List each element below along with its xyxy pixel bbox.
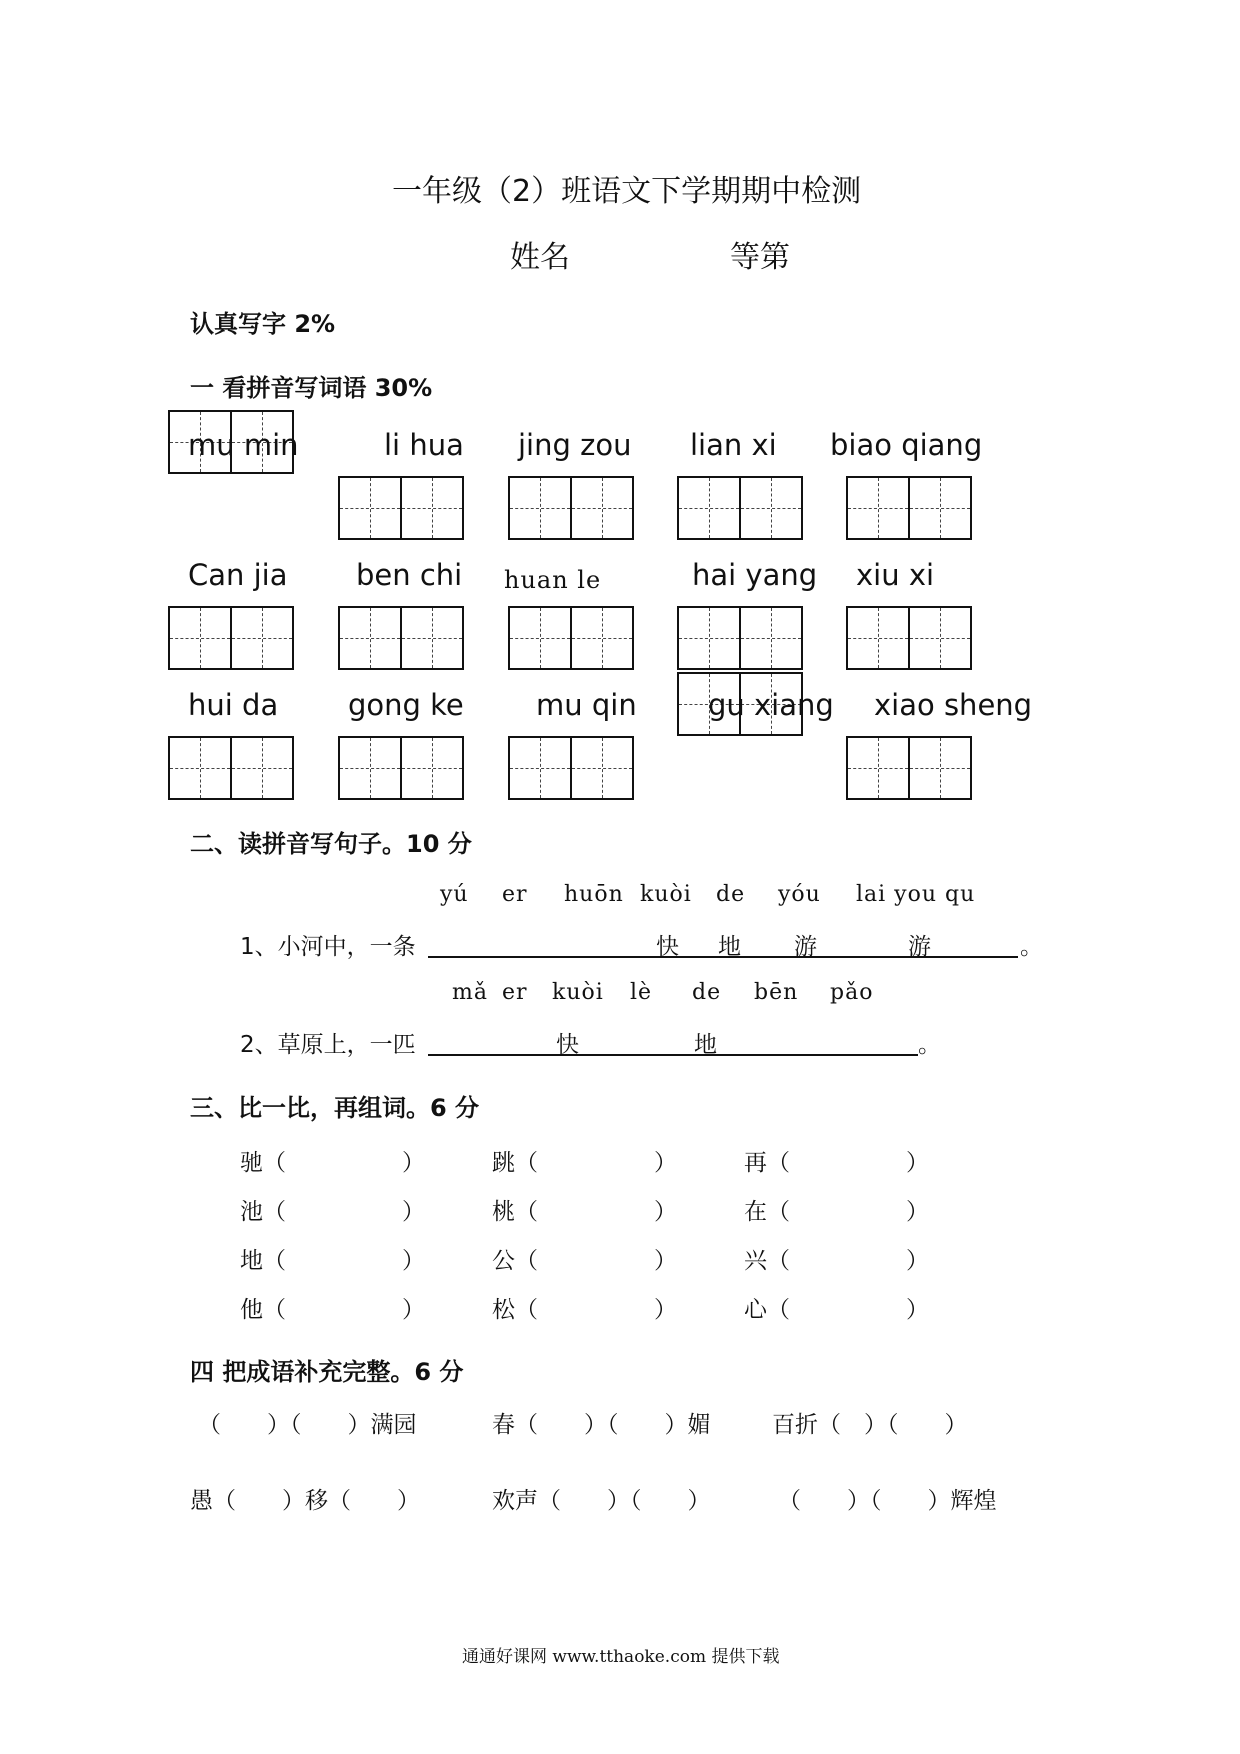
- close-paren: ）: [906, 1199, 929, 1225]
- close-paren: ）: [654, 1150, 677, 1176]
- section3-heading: 三、比一比，再组词。6 分: [190, 1094, 480, 1122]
- pinyin-text: er: [502, 980, 528, 1005]
- writing-grid[interactable]: [677, 606, 801, 670]
- pinyin-label: xiu xi: [856, 558, 935, 592]
- pinyin-text: huōn: [564, 882, 624, 907]
- compare-char: 池（: [240, 1199, 286, 1225]
- pinyin-label: mu qin: [536, 688, 637, 722]
- idiom-item: （ ）（ ）辉煌: [778, 1488, 997, 1514]
- pinyin-text: kuòi: [640, 882, 692, 907]
- pinyin-label: hui da: [188, 688, 279, 722]
- pinyin-label: gong ke: [348, 688, 464, 722]
- pinyin-label: xiao sheng: [874, 688, 1033, 722]
- compare-char: 桃（: [492, 1199, 538, 1225]
- pinyin-label: Can jia: [188, 558, 288, 592]
- close-paren: ）: [906, 1150, 929, 1176]
- hint-char: 游: [794, 934, 817, 960]
- pinyin-text: kuòi: [552, 980, 604, 1005]
- compare-char: 跳（: [492, 1150, 538, 1176]
- section1-heading: 一 看拼音写词语 30%: [190, 374, 433, 402]
- pinyin-label: biao qiang: [830, 428, 983, 462]
- sentence-2-prefix: 2、草原上，一匹: [240, 1032, 416, 1058]
- section4-heading: 四 把成语补充完整。6 分: [190, 1358, 464, 1386]
- pinyin-text: de: [716, 882, 746, 907]
- idiom-item: 春（ ）（ ）媚: [492, 1412, 711, 1438]
- hint-char: 快: [556, 1032, 579, 1058]
- writing-grid[interactable]: [508, 736, 632, 800]
- compare-char: 兴（: [744, 1248, 790, 1274]
- writing-grid[interactable]: [677, 476, 801, 540]
- pinyin-label: mu min: [188, 428, 299, 462]
- compare-char: 他（: [240, 1297, 286, 1323]
- hint-char: 游: [908, 934, 931, 960]
- close-paren: ）: [402, 1150, 425, 1176]
- hint-char: 地: [718, 934, 741, 960]
- compare-char: 再（: [744, 1150, 790, 1176]
- writing-grid[interactable]: [338, 736, 462, 800]
- writing-grid[interactable]: [846, 476, 970, 540]
- pinyin-label: gu xiang: [708, 688, 834, 722]
- pinyin-label: lian xi: [690, 428, 777, 462]
- close-paren: ）: [654, 1199, 677, 1225]
- close-paren: ）: [906, 1297, 929, 1323]
- writing-grid[interactable]: [846, 606, 970, 670]
- close-paren: ）: [402, 1297, 425, 1323]
- pinyin-text: yú: [440, 882, 469, 907]
- page-title: 一年级（2）班语文下学期期中检测: [392, 174, 862, 209]
- idiom-item: 愚（ ）移（ ）: [190, 1488, 420, 1514]
- pinyin-text: bēn: [754, 980, 799, 1005]
- footer-text: 通通好课网 www.tthaoke.com 提供下载: [462, 1647, 780, 1667]
- pinyin-text: lè: [630, 980, 653, 1005]
- period: 。: [1020, 934, 1043, 960]
- writing-grid[interactable]: [508, 606, 632, 670]
- writing-grid[interactable]: [168, 606, 292, 670]
- writing-grid[interactable]: [338, 606, 462, 670]
- writing-grid[interactable]: [168, 736, 292, 800]
- compare-char: 松（: [492, 1297, 538, 1323]
- section2-heading: 二、读拼音写句子。10 分: [190, 830, 472, 858]
- compare-char: 公（: [492, 1248, 538, 1274]
- pinyin-text: mǎ: [452, 980, 488, 1005]
- idiom-item: （ ）（ ）满园: [198, 1412, 417, 1438]
- pinyin-label: hai yang: [692, 558, 818, 592]
- pinyin-label: ben chi: [356, 558, 463, 592]
- pinyin-text: er: [502, 882, 528, 907]
- idiom-item: 百折（ ）（ ）: [772, 1412, 968, 1438]
- name-label: 姓名: [510, 240, 570, 275]
- pinyin-label: li hua: [384, 428, 464, 462]
- grade-label: 等第: [730, 240, 790, 275]
- compare-char: 心（: [744, 1297, 790, 1323]
- close-paren: ）: [654, 1248, 677, 1274]
- hint-char: 快: [656, 934, 679, 960]
- close-paren: ）: [654, 1297, 677, 1323]
- compare-char: 地（: [240, 1248, 286, 1274]
- close-paren: ）: [402, 1248, 425, 1274]
- idiom-item: 欢声（ ）（ ）: [492, 1488, 711, 1514]
- pinyin-text: yóu: [778, 882, 821, 907]
- pinyin-label: huan le: [504, 566, 602, 594]
- pinyin-text: pǎo: [830, 980, 874, 1005]
- handwriting-heading: 认真写字 2%: [190, 310, 336, 338]
- writing-grid[interactable]: [846, 736, 970, 800]
- sentence-2-blank[interactable]: [428, 1054, 918, 1056]
- writing-grid[interactable]: [338, 476, 462, 540]
- compare-char: 驰（: [240, 1150, 286, 1176]
- writing-grid[interactable]: [508, 476, 632, 540]
- sentence-1-prefix: 1、小河中，一条: [240, 934, 416, 960]
- close-paren: ）: [906, 1248, 929, 1274]
- pinyin-text: de: [692, 980, 722, 1005]
- close-paren: ）: [402, 1199, 425, 1225]
- pinyin-label: jing zou: [518, 428, 632, 462]
- pinyin-text: lai you qu: [856, 882, 976, 907]
- period: 。: [918, 1032, 941, 1058]
- compare-char: 在（: [744, 1199, 790, 1225]
- hint-char: 地: [694, 1032, 717, 1058]
